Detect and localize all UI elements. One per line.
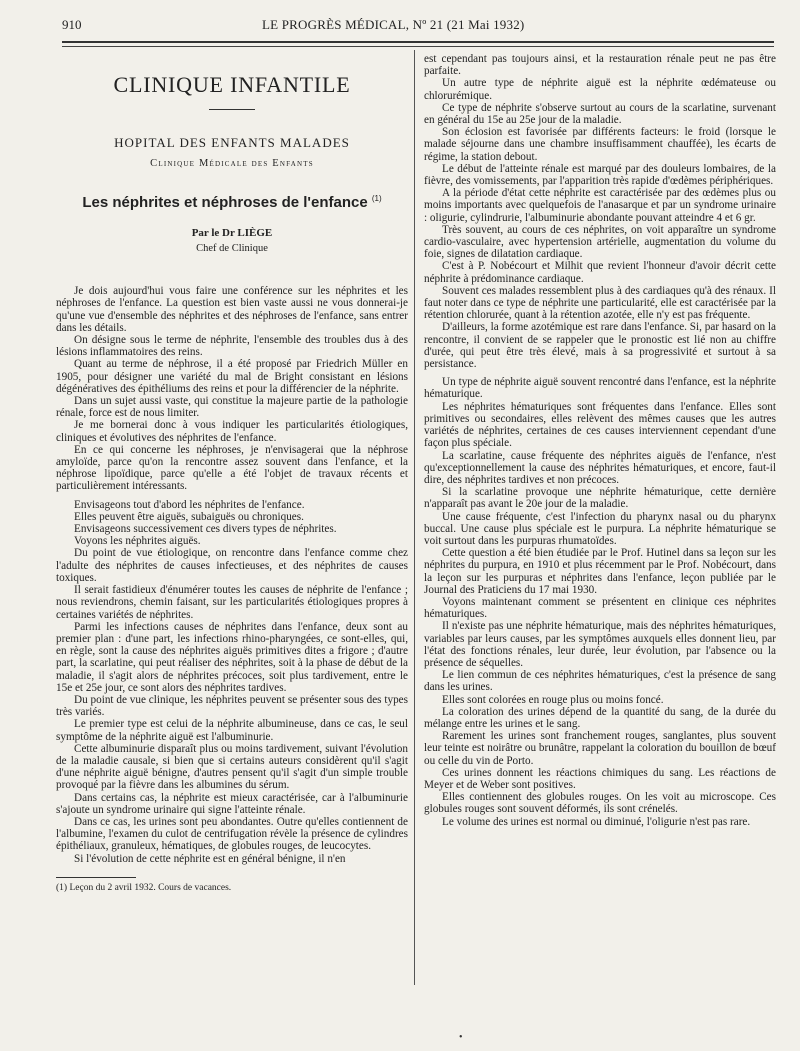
right-column <box>424 53 776 828</box>
paragraph: Voyons les néphrites aiguës. <box>74 535 201 548</box>
paragraph: C'est à P. Nobécourt et Milhit que revient l'honneur d'avoir décrit cette néphrite à prédominance cardiaque. <box>424 260 776 285</box>
paragraph: Dans un sujet aussi vaste, qui constitue la majeure partie de la pathologie rénale, force est de nous limiter. <box>56 395 408 420</box>
paragraph: Le volume des urines est normal ou diminué, l'oligurie n'est pas rare. <box>442 815 751 828</box>
paragraph: La coloration des urines dépend de la quantité du sang, de la durée du mélange entre les urines et le sang. <box>424 705 776 730</box>
paragraph: Le début de l'atteinte rénale est marqué par des douleurs lombaires, de la fièvre, des vomissements, par l'apparition très rapide d'œdèmes périphériques. <box>424 162 776 188</box>
column-divider <box>414 50 415 985</box>
journal-title: LE PROGRÈS MÉDICAL, Nº 21 (21 Mai 1932) <box>262 17 525 32</box>
author-role: Chef de Clinique <box>196 243 268 255</box>
paragraph: Un type de néphrite aiguë souvent rencontré dans l'enfance, est la néphrite hématurique. <box>424 376 776 401</box>
paragraph: est cependant pas toujours ainsi, et la restauration rénale peut ne pas être parfaite. <box>424 53 776 78</box>
paragraph: Les néphrites hématuriques sont fréquentes dans l'enfance. Elles sont primitives ou secondaires, elles relèvent des mêmes causes que les autres variétés de néphrites, certaines de ces causes interviennent cependant d'une façon plus spéciale. <box>424 400 776 450</box>
paragraph: Elles sont colorées en rouge plus ou moins foncé. <box>442 693 664 706</box>
paragraph: Très souvent, au cours de ces néphrites, on voit apparaître un syndrome cardio-vasculaire, avec hypertension artérielle, augmentation du volume du foie, signes de dilatation cardiaque. <box>424 223 776 261</box>
footnote-rule <box>56 877 136 878</box>
paragraph: Si la scarlatine provoque une néphrite hématurique, cette dernière n'apparaît pas avant le 20e jour de la maladie. <box>424 486 776 511</box>
paragraph: Je dois aujourd'hui vous faire une conférence sur les néphrites et les néphroses de l'enfance. La question est bien vaste aussi ne vous donnerai-je qu'une vue d'ensemble des néphrites et des néphroses de l'enfance, sans entrer dans les détails. <box>56 285 408 334</box>
paragraph: Il serait fastidieux d'énumérer toutes les causes de néphrite de l'enfance ; nous reviendrons, chemin faisant, sur les particularités étiologiques propres à certaines variétés de néphrites. <box>56 584 408 621</box>
clinic-name: Clinique Médicale des Enfants <box>150 158 314 170</box>
left-column <box>56 53 408 894</box>
paragraph: On désigne sous le terme de néphrite, l'ensemble des troubles dus à des lésions inflammatoires des reins. <box>56 334 408 359</box>
page-number: 910 <box>62 17 82 32</box>
paragraph: Le lien commun de ces néphrites hématuriques, c'est la présence de sang dans les urines. <box>424 669 776 694</box>
paragraph: Elles peuvent être aiguës, subaiguës ou chroniques. <box>74 510 304 523</box>
paragraph: Cette question a été bien étudiée par le Prof. Hutinel dans sa leçon sur les néphrites du purpura, en 1910 et plus récemment par le Prof. Nobécourt, dans la leçon sur les purpuras et néphrites dans l'enfance, leçon publiée par le Journal des Praticiens du 17 mai 1930. <box>424 547 776 596</box>
author: Par le Dr LIÈGE <box>191 226 273 239</box>
paragraph: Envisageons tout d'abord les néphrites de l'enfance. <box>74 498 305 511</box>
paragraph: Un autre type de néphrite aiguë est la néphrite œdémateuse ou chlorurémique. <box>424 77 776 102</box>
paragraph: Il n'existe pas une néphrite hématurique, mais des néphrites hématuriques, variables par leurs causes, par les symptômes auxquels elles donnent lieu, par l'état des fonctions rénales, leur durée, leur évolution, par l'absence ou la présence de séquelles. <box>424 620 776 669</box>
paragraph: La scarlatine, cause fréquente des néphrites aiguës de l'enfance, n'est qu'exceptionnellement la cause des néphrites hématuriques, et encore, faut-il dire, des néphrites tardives et non précoces. <box>424 449 776 486</box>
article-title <box>56 193 408 209</box>
paragraph: A la période d'état cette néphrite est caractérisée par des œdèmes plus ou moins importants avec quelquefois de l'anasarque et par un syndrome urinaire : oligurie, cylindrurie, l'albuminurie abondante pouvant atteindre 4 et 6 gr. <box>424 187 776 224</box>
paragraph: Envisageons successivement ces divers types de néphrites. <box>74 523 337 536</box>
paragraph: Ce type de néphrite s'observe surtout au cours de la scarlatine, survenant en général du 15e au 25e jour de la maladie. <box>424 101 776 127</box>
paragraph: Du point de vue clinique, les néphrites peuvent se présenter sous des types très variés. <box>56 693 408 719</box>
paragraph: Dans certains cas, la néphrite est mieux caractérisée, car à l'albuminurie s'ajoute un syndrome urinaire qui signe l'atteinte rénale. <box>56 791 408 816</box>
paragraph: Une cause fréquente, c'est l'infection du pharynx nasal ou du pharynx buccal. Une cause plus spéciale est le purpura. La néphrite hématurique se voit surtout dans les purpuras rhumatoïdes. <box>424 510 776 547</box>
page-mark: • <box>459 1032 463 1043</box>
paragraph: Cette albuminurie disparaît plus ou moins tardivement, suivant l'évolution de la maladie causale, si bien que si certains auteurs considèrent qu'il s'agit d'une néphrite aiguë bénigne, d'autres pensent qu'il s'agit d'un simple trouble provoqué par la fièvre dans les albumines du sérum. <box>56 742 408 792</box>
paragraph: Ces urines donnent les réactions chimiques du sang. Les réactions de Meyer et de Weber sont positives. <box>424 766 776 791</box>
footnote: (1) Leçon du 2 avril 1932. Cours de vacances. <box>56 882 232 893</box>
paragraph: Le premier type est celui de la néphrite albumineuse, dans ce cas, le seul symptôme de la néphrite aiguë est l'albuminurie. <box>56 718 408 743</box>
paragraph: Elles contiennent des globules rouges. On les voit au microscope. Ces globules rouges sont souvent déformés, ils sont crénelés. <box>424 791 776 816</box>
paragraph: Si l'évolution de cette néphrite est en général bénigne, il n'en <box>74 852 346 865</box>
paragraph: Parmi les infections causes de néphrites dans l'enfance, deux sont au premier plan : d'une part, les infections rhino-pharyngées, ce sont-elles, qui, en règle, sont la cause des néphrites aiguës primitives dites a frigore ; d'autre part, la scarlatine, qui peut réaliser des néphrites, soit à la phase de début de la maladie, il s'agit alors de néphrites précoces, soit plus tardivement, entre le 15e et 25e jour, ce sont alors des néphrites tardives. <box>56 620 408 694</box>
paragraph: Son éclosion est favorisée par différents facteurs: le froid (lorsque le malade séjourne dans une chambre insuffisamment chauffée), les écarts de régime, la station debout. <box>424 126 776 163</box>
header-rule <box>62 41 774 43</box>
paragraph: Quant au terme de néphrose, il a été proposé par Friedrich Müller en 1905, pour désigner une variété du mal de Bright consistant en lésions dégénératives des épithéliums des reins et pour la différencier de la néphrite. <box>56 358 408 395</box>
article-title-text: Les néphrites et néphroses de l'enfance <box>82 193 368 211</box>
paragraph: En ce qui concerne les néphroses, je n'envisagerai que la néphrose amyloïde, parce qu'on la rencontre assez souvent dans l'enfance, et la néphrose lipoïdique, parce qu'elle a été l'objet de travaux récents et particulièrement intéressants. <box>56 443 408 493</box>
paragraph: Rarement les urines sont franchement rouges, sanglantes, plus souvent leur teinte est noirâtre ou brunâtre, rappelant la coloration du bouillon de bœuf ou celle du vin de Porto. <box>424 730 776 767</box>
paragraph: Dans ce cas, les urines sont peu abondantes. Outre qu'elles contiennent de l'albumine, l'examen du culot de centrifugation révèle la présence de cylindres épithéliaux, granuleux, hématiques, de globules rouges, de leucocytes. <box>56 815 408 853</box>
article-title-note: (1) <box>371 193 382 203</box>
paragraph: Souvent ces malades ressemblent plus à des cardiaques qu'à des rénaux. Il faut noter dans ce type de néphrite une particularité, elle est caractérisée par la rétention chlorurée, quant à la rétention azotée, elle n'y est pas fréquente. <box>424 284 776 322</box>
paragraph: Du point de vue étiologique, on rencontre dans l'enfance comme chez l'adulte des néphrites de causes infectieuses, et des néphrites de causes toxiques. <box>56 547 408 584</box>
header-rule-thin <box>62 46 774 47</box>
paragraph: Voyons maintenant comment se présentent en clinique ces néphrites hématuriques. <box>424 595 776 621</box>
section-title: CLINIQUE INFANTILE <box>113 72 351 97</box>
paragraph: Je me bornerai donc à vous indiquer les particularités étiologiques, cliniques et évolutives des néphrites de l'enfance. <box>56 419 408 444</box>
hospital-name: HOPITAL DES ENFANTS MALADES <box>114 135 350 151</box>
paragraph: D'ailleurs, la forme azotémique est rare dans l'enfance. Si, par hasard on la rencontre, il convient de se rappeler que le pronostic est lié non au chiffre d'urée, qui peut être très élevé, mais à sa progressivité et surtout à sa persistance. <box>424 321 776 371</box>
title-rule <box>209 109 255 110</box>
